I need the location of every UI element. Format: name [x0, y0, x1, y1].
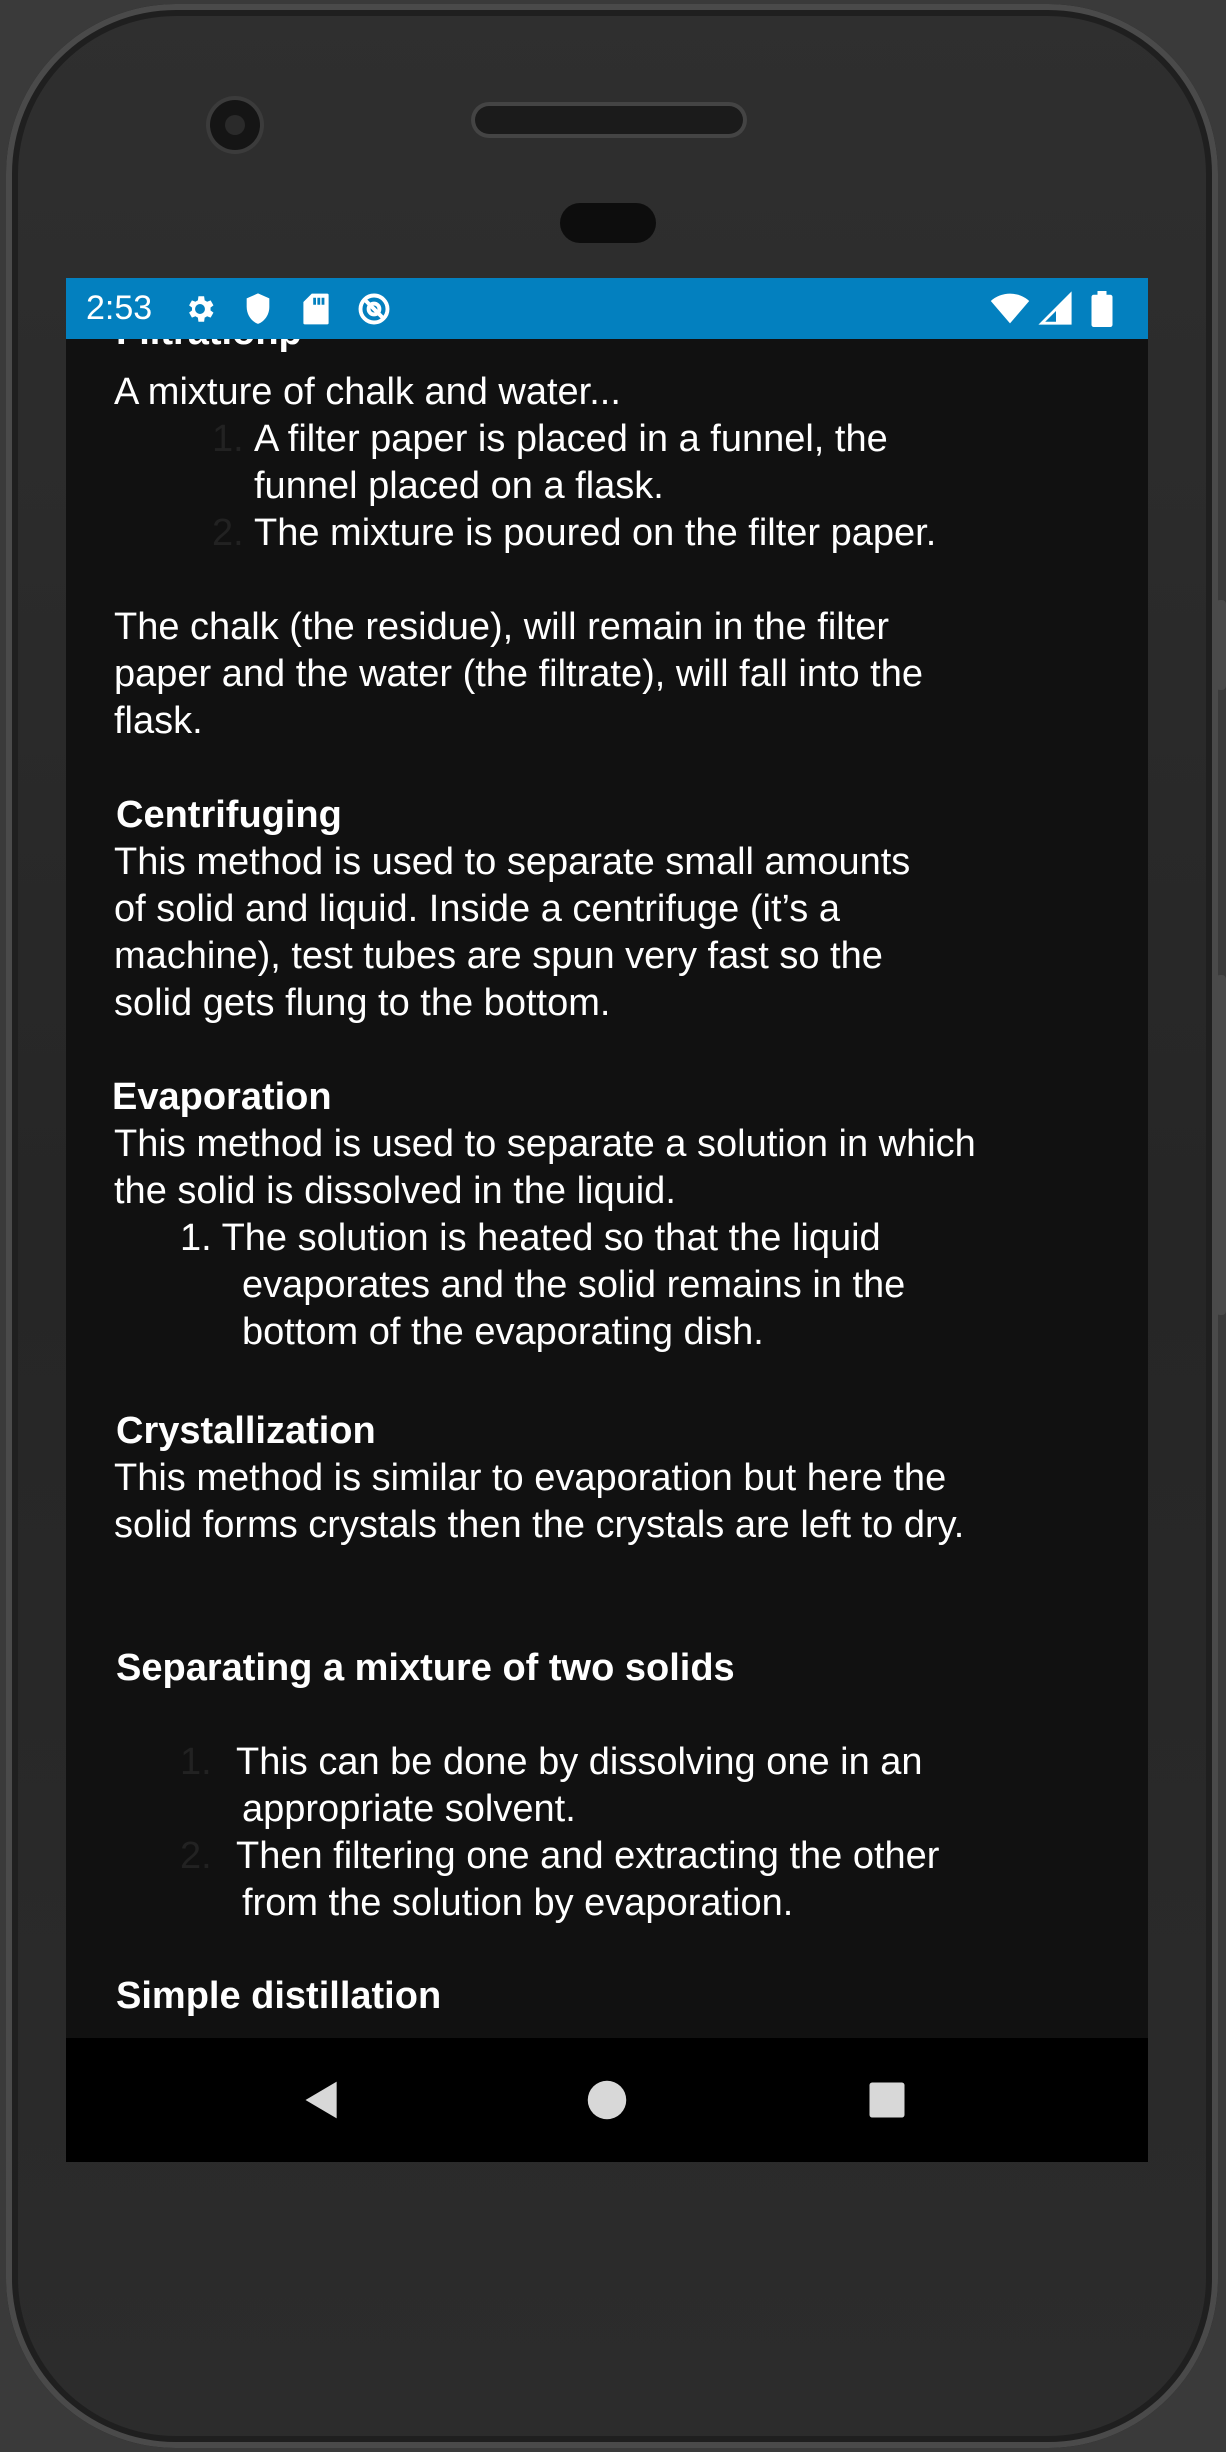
article-content [66, 339, 1148, 2017]
navigation-bar [66, 2038, 1148, 2162]
list-marker: 1. [212, 418, 244, 460]
list-marker: 2. [212, 512, 244, 554]
list-item-text: The solution is heated so that the liquid [221, 1217, 881, 1259]
list-item [180, 1739, 923, 1786]
list-item-continued: bottom of the evaporating dish. [242, 1311, 764, 1353]
earpiece-speaker [475, 106, 743, 134]
proximity-sensor [560, 203, 656, 243]
list-marker: 1. [180, 1217, 212, 1259]
list-item-text: The mixture is poured on the filter paper. [254, 512, 937, 554]
front-camera [210, 100, 260, 150]
paragraph-line: the solid is dissolved in the liquid. [114, 1170, 676, 1212]
list-item [180, 1833, 940, 1880]
list-marker: 2. [180, 1835, 212, 1877]
list-marker: 1. [180, 1741, 212, 1783]
paragraph-line: This method is used to separate small amounts [114, 841, 911, 883]
list-item-continued: funnel placed on a flask. [254, 465, 664, 507]
screen [66, 278, 1148, 2162]
wifi-icon [990, 289, 1030, 329]
list-item-continued: from the solution by evaporation. [242, 1882, 794, 1924]
heading-simple-distillation: Simple distillation [116, 1975, 442, 2017]
recents-square-icon[interactable] [855, 2068, 919, 2132]
paragraph-line: This method is used to separate a solution in which [114, 1123, 976, 1165]
cell-signal-icon [1036, 289, 1076, 329]
paragraph-line: The chalk (the residue), will remain in the filter [114, 606, 890, 648]
power-button [1216, 600, 1226, 690]
heading-evaporation: Evaporation [112, 1076, 332, 1118]
shield-icon [238, 289, 278, 329]
paragraph-line: This method is similar to evaporation but here the [114, 1457, 947, 1499]
list-item-text: A filter paper is placed in a funnel, the [254, 418, 888, 460]
list-item [180, 1215, 881, 1262]
status-time: 2:53 [86, 289, 153, 327]
intro-text: A mixture of chalk and water... [114, 371, 621, 413]
list-item [212, 416, 888, 463]
paragraph-line: paper and the water (the filtrate), will fall into the [114, 653, 923, 695]
home-circle-icon[interactable] [575, 2068, 639, 2132]
paragraph-line: machine), test tubes are spun very fast so the [114, 935, 883, 977]
status-bar [66, 278, 1148, 339]
list-item-continued: appropriate solvent. [242, 1788, 576, 1830]
paragraph-line: of solid and liquid. Inside a centrifuge (it’s a [114, 888, 840, 930]
list-item-text: This can be done by dissolving one in an [236, 1741, 923, 1783]
list-item [212, 510, 937, 557]
heading-crystallization: Crystallization [116, 1410, 376, 1452]
list-item-continued: evaporates and the solid remains in the [242, 1264, 906, 1306]
paragraph-line: solid gets flung to the bottom. [114, 982, 611, 1024]
heading-two-solids: Separating a mixture of two solids [116, 1647, 735, 1689]
at-sign-icon [354, 289, 394, 329]
sd-card-icon [296, 289, 336, 329]
list-item-text: Then filtering one and extracting the other [236, 1835, 940, 1877]
heading-centrifuging: Centrifuging [116, 794, 342, 836]
battery-icon [1082, 289, 1122, 329]
status-right-group [990, 289, 1128, 329]
gear-icon [180, 289, 220, 329]
paragraph-line: flask. [114, 700, 203, 742]
back-triangle-icon[interactable] [290, 2068, 354, 2132]
volume-button [1216, 975, 1226, 1315]
paragraph-line: solid forms crystals then the crystals are left to dry. [114, 1504, 965, 1546]
